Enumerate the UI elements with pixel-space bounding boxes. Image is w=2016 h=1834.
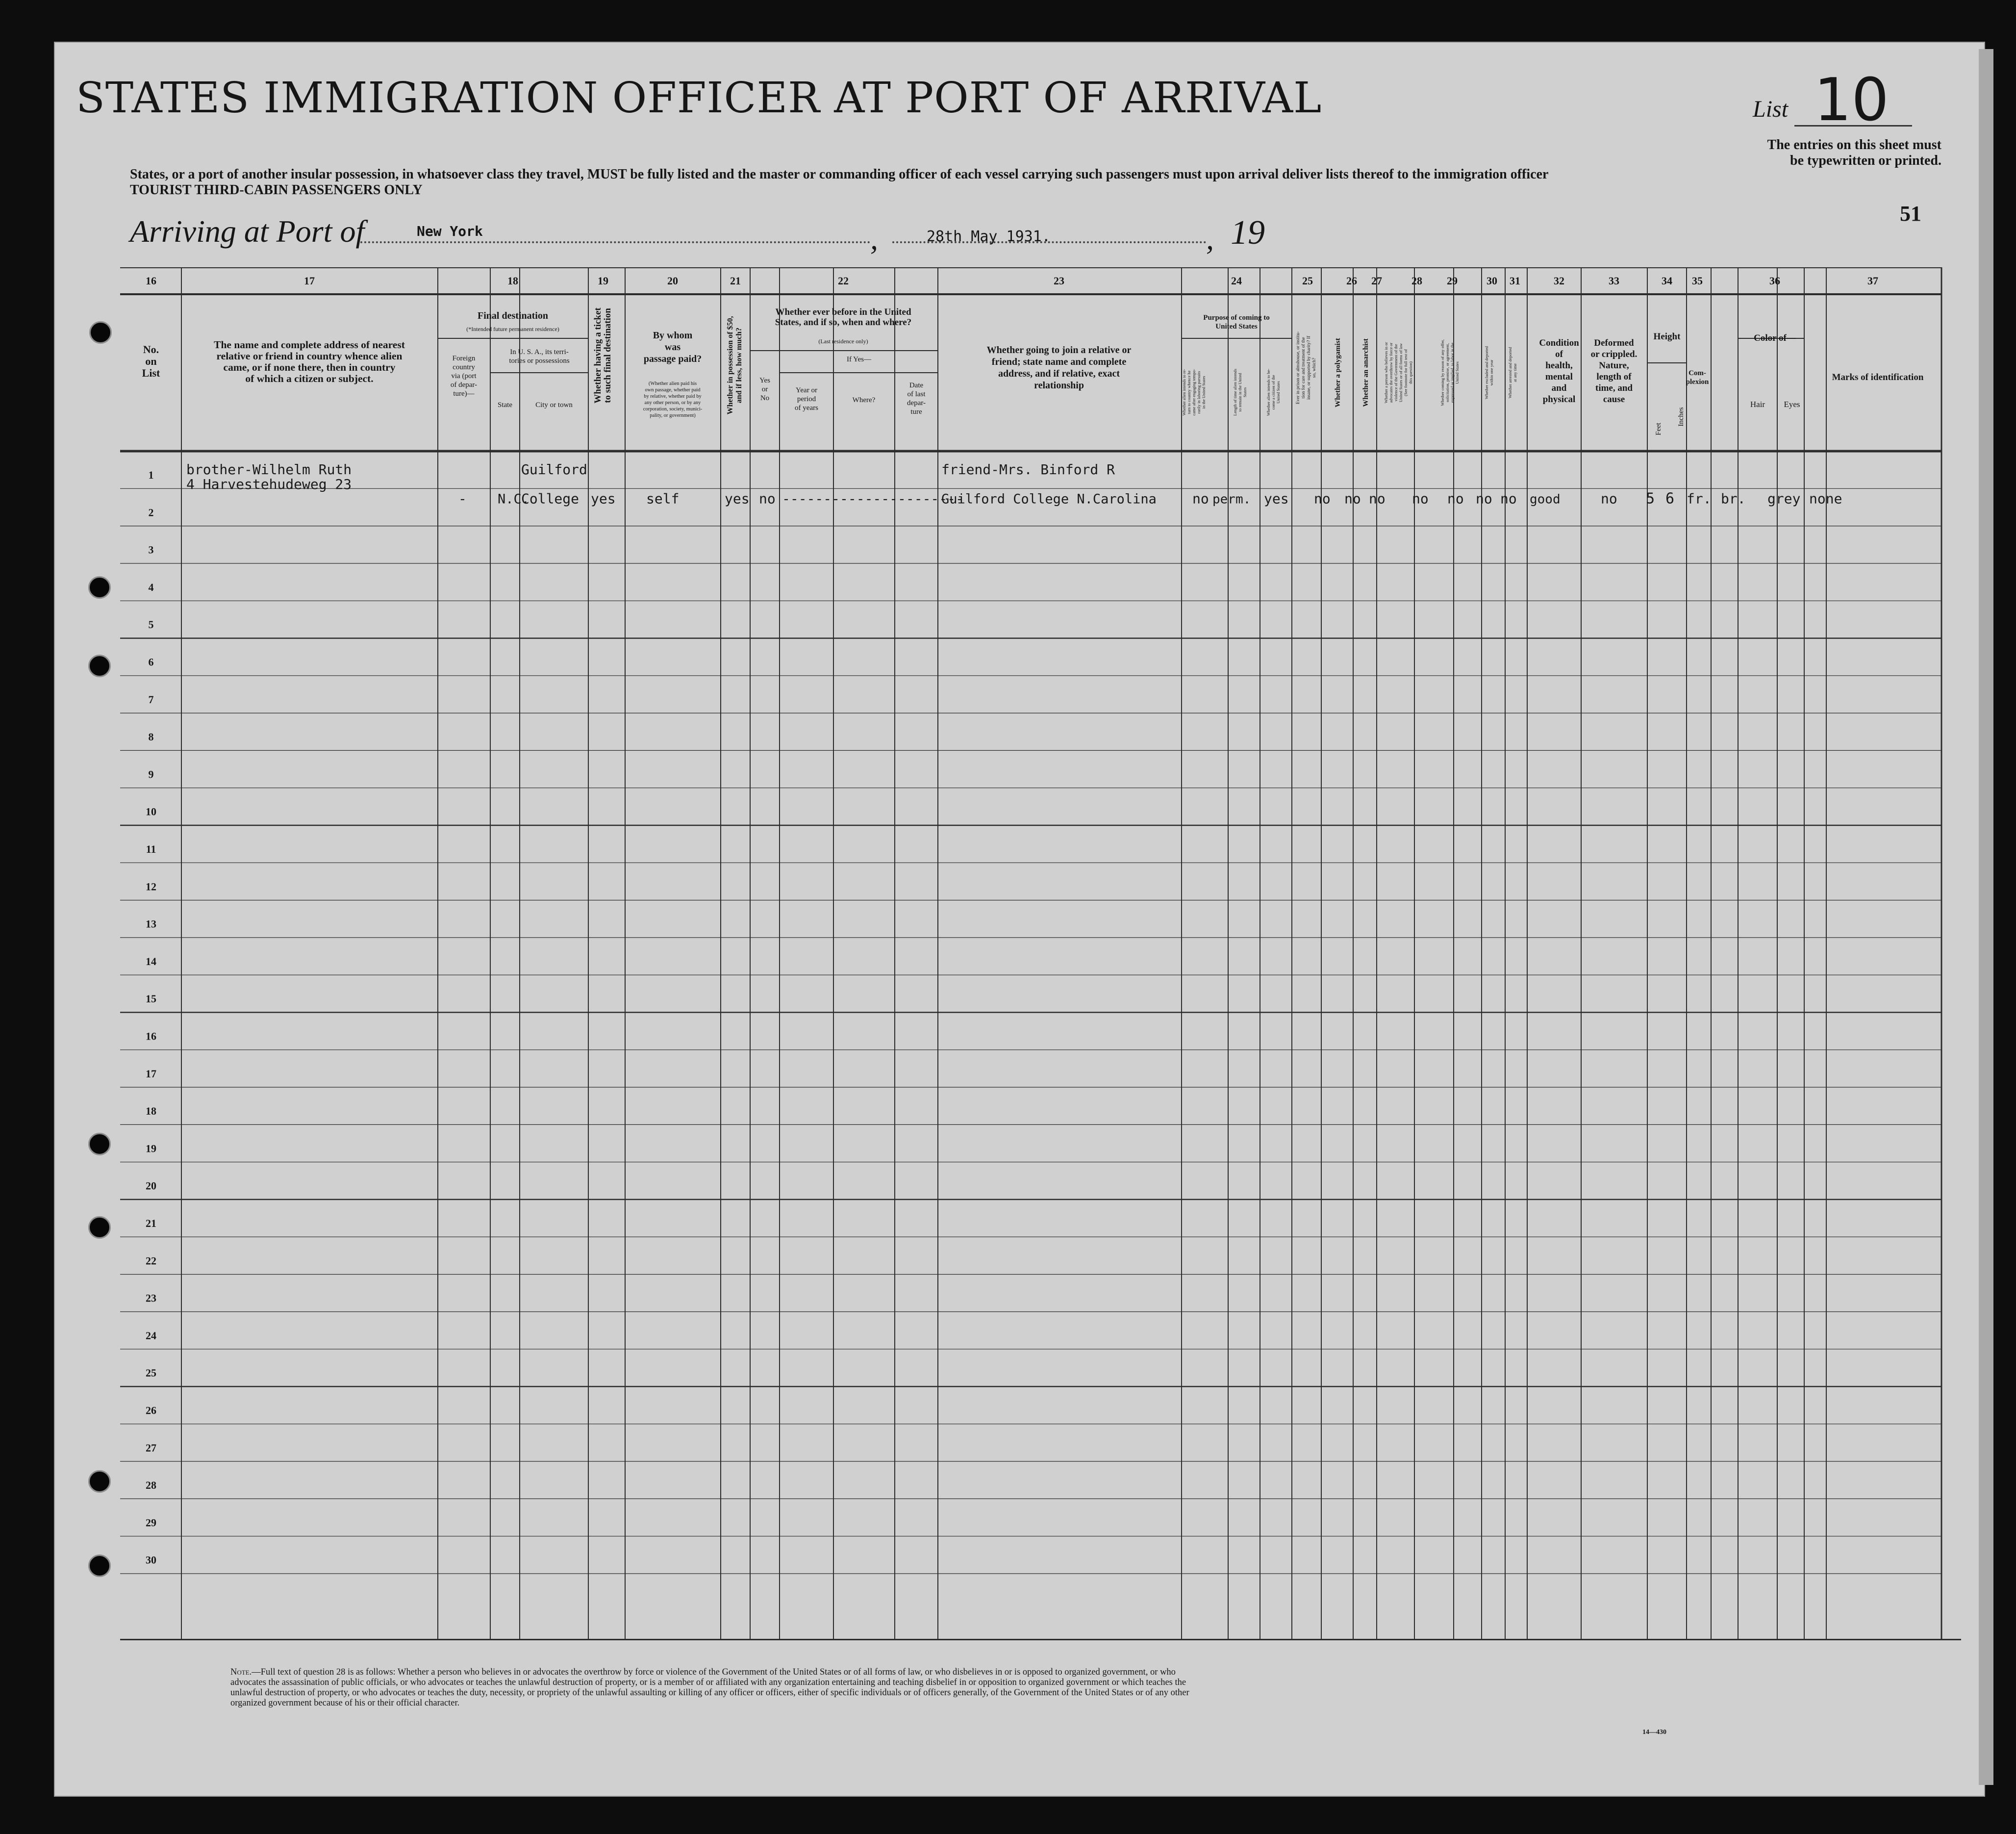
list-label: List: [1753, 96, 1789, 122]
row-number: 3: [148, 543, 154, 556]
footnote: [230, 1667, 1201, 1708]
row-number: 4: [148, 581, 154, 593]
row-number: 5: [148, 618, 154, 631]
entries-note-line-1: The entries on this sheet must: [1767, 137, 1941, 153]
entry-money: yes: [725, 490, 750, 507]
entry-state: N.C.: [498, 491, 530, 507]
entry-overthrow: no: [1412, 490, 1429, 507]
entries-note-line-2: be typewritten or printed.: [1790, 153, 1941, 168]
intro-text: States, or a port of another insular possession, in whatsoever class they travel, MUST be fully listed and the master or commanding officer of each vessel carrying such passengers must upon arrival deliver lists thereof to the immigration officer: [130, 167, 1549, 182]
header-purpose-citizen: Whether alien intends to be-: [1266, 368, 1271, 416]
header-purpose-return: came after engaging tempo-: [1191, 369, 1196, 416]
entry-deformed: no: [1601, 490, 1617, 507]
footnote-label: Note.: [230, 1667, 252, 1677]
row-number: 15: [146, 993, 156, 1005]
header-overthrow: (See footnote for full text of: [1403, 349, 1408, 396]
entry-joining-line1: friend-Mrs. Binford R: [941, 461, 1115, 478]
manifest-table: [120, 267, 1971, 1640]
header-year-period: of years: [795, 404, 818, 412]
entry-been-before: no: [759, 490, 776, 507]
comma: ,: [1206, 221, 1214, 256]
entry-foreign-country: -: [458, 490, 467, 507]
entry-citizen-intent: yes: [1264, 490, 1289, 507]
header-overthrow: violence of the Government of the: [1393, 344, 1398, 402]
entry-labor-offer: no: [1447, 490, 1464, 507]
header-prison: so, which?: [1312, 357, 1317, 378]
header-relative-address: came, or if none there, then in country: [223, 361, 396, 373]
header-inches: Inches: [1677, 407, 1685, 427]
column-number: 32: [1554, 275, 1564, 287]
header-joining: friend; state name and complete: [991, 357, 1127, 367]
header-health: health,: [1545, 360, 1573, 371]
port-dotted-line: [360, 241, 870, 243]
header-fifty-dollars: and if less, how much?: [735, 327, 743, 404]
header-final-destination: Final destination: [478, 310, 548, 321]
row-number: 11: [146, 843, 156, 855]
header-year-period: period: [797, 395, 816, 403]
header-relative-address: The name and complete address of nearest: [214, 339, 405, 351]
row-number: 17: [146, 1067, 156, 1080]
entry-relative-line1: brother-Wilhelm Ruth: [186, 461, 352, 478]
header-purpose-return: in the United States: [1201, 376, 1206, 409]
header-foreign-country: via (port: [451, 372, 477, 380]
header-excluded: within one year: [1489, 359, 1494, 386]
header-feet: Feet: [1655, 423, 1663, 435]
punch-hole: [88, 1216, 111, 1239]
header-final-destination-note: (*Intended future permanent residence): [466, 326, 559, 332]
column-number: 26: [1346, 275, 1357, 287]
header-purpose-return: rarily in laboring pursuits: [1196, 371, 1201, 414]
punch-hole: [88, 1470, 111, 1493]
header-overthrow: United States or of all forms of law: [1398, 343, 1403, 403]
header-deformed: or crippled.: [1590, 349, 1638, 359]
header-state: State: [498, 401, 512, 409]
entry-anarchist: no: [1369, 490, 1386, 507]
header-city: City or town: [535, 401, 573, 409]
header-purpose-length: States: [1242, 387, 1247, 398]
row-number: 29: [146, 1516, 156, 1529]
row-number: 14: [146, 955, 156, 968]
header-purpose-citizen: come a citizen of the: [1271, 375, 1276, 410]
header-arrested: at any time: [1512, 363, 1517, 382]
header-passage-paid-note: (Whether alien paid his: [648, 381, 697, 386]
column-number: 19: [598, 275, 608, 287]
column-number: 23: [1054, 275, 1064, 287]
header-date-last-departure: of last: [907, 390, 926, 398]
header-deformed: time, and: [1595, 383, 1633, 393]
header-date-last-departure: Date: [909, 382, 924, 389]
row-number: 19: [146, 1142, 156, 1155]
row-number: 12: [146, 880, 156, 893]
header-overthrow: this question): [1408, 361, 1413, 384]
header-in-usa: tories or possessions: [509, 357, 570, 365]
column-number: 25: [1302, 275, 1313, 287]
list-number: 10: [1814, 66, 1889, 134]
header-passage-paid: By whom: [653, 330, 693, 341]
column-number: 33: [1609, 275, 1619, 287]
entry-health: good: [1530, 492, 1561, 507]
column-number: 24: [1231, 275, 1242, 287]
entry-joining-line2: Guilford College N.Carolina: [941, 491, 1157, 507]
header-purpose-length: Length of time alien intends: [1233, 369, 1237, 416]
row-number: 13: [146, 917, 156, 930]
header-no-on-list: List: [142, 367, 160, 379]
header-purpose: Purpose of coming to: [1203, 314, 1270, 322]
header-relative-address: relative or friend in country whence alien: [216, 350, 403, 362]
entry-passage-paid-by: self: [646, 490, 680, 507]
header-passage-paid: passage paid?: [643, 354, 702, 364]
header-polygamist: Whether a polygamist: [1334, 338, 1342, 408]
column-number: 34: [1662, 275, 1672, 287]
header-ticket: to such final destination: [603, 308, 613, 403]
header-foreign-country: of depar-: [450, 381, 478, 389]
column-number: 37: [1867, 275, 1878, 287]
row-number: 27: [146, 1441, 156, 1454]
punch-hole: [88, 576, 111, 599]
entry-relative-line2: 4 Harvestehudeweg 23: [186, 476, 352, 492]
row-number: 25: [146, 1367, 156, 1379]
passenger-class: TOURIST THIRD-CABIN PASSENGERS ONLY: [130, 182, 423, 198]
row-number: 26: [146, 1404, 156, 1417]
entry-inches: 6: [1665, 490, 1675, 508]
row-number: 28: [146, 1479, 156, 1492]
column-number: 29: [1447, 275, 1458, 287]
arrival-port: New York: [417, 223, 483, 239]
entry-prison: no: [1314, 490, 1331, 507]
punch-hole: [89, 321, 112, 344]
header-date-last-departure: depar-: [907, 399, 926, 407]
header-purpose-return: Whether alien intends to re-: [1182, 369, 1186, 416]
entry-dashes: ----------------------: [782, 490, 964, 507]
row-number: 8: [148, 731, 154, 743]
entries-note: [1667, 137, 1941, 169]
page-title: STATES IMMIGRATION OFFICER AT PORT OF ARRIVAL: [76, 74, 1322, 123]
header-complexion: Com-: [1688, 369, 1706, 377]
row-number: 16: [146, 1030, 156, 1043]
column-number: 16: [146, 275, 156, 287]
entry-arrested: no: [1500, 490, 1517, 507]
header-health: mental: [1545, 372, 1573, 382]
list-underline: [1794, 125, 1912, 127]
header-in-usa: In U. S. A., its terri-: [510, 348, 569, 356]
header-prison: tion for care and treatment of the: [1301, 337, 1306, 399]
header-labor-offer: expressed or implied, to labor in the: [1450, 342, 1455, 403]
header-joining: relationship: [1034, 380, 1084, 391]
row-number: 30: [146, 1554, 156, 1566]
header-passage-paid: was: [664, 342, 681, 353]
year-prefix: 19: [1231, 214, 1265, 252]
entry-hair: br.: [1721, 490, 1746, 507]
form-code: 14—430: [1642, 1729, 1666, 1736]
header-anarchist: Whether an anarchist: [1362, 338, 1370, 407]
header-labor-offer: United States: [1455, 361, 1460, 384]
header-health: of: [1555, 349, 1563, 359]
entry-feet: 5: [1646, 490, 1655, 508]
row-number: 20: [146, 1179, 156, 1192]
header-year-period: Year or: [796, 386, 817, 394]
header-relative-address: of which a citizen or subject.: [245, 373, 374, 384]
column-number: 30: [1487, 275, 1497, 287]
header-foreign-country: Foreign: [452, 355, 476, 362]
header-deformed: Deformed: [1594, 338, 1634, 348]
header-complexion: plexion: [1686, 378, 1709, 386]
header-health: and: [1551, 383, 1567, 393]
header-foreign-country: ture)—: [453, 390, 475, 398]
header-ticket: Whether having a ticket: [593, 307, 603, 404]
column-number: 18: [507, 275, 518, 287]
header-date-last-departure: ture: [910, 408, 922, 416]
header-no-on-list: No.: [143, 343, 159, 356]
row-number: 10: [146, 805, 156, 818]
entry-return-intent: no: [1192, 490, 1209, 507]
header-passage-paid-note: own passage, whether paid: [645, 387, 701, 393]
header-purpose: United States: [1215, 323, 1258, 331]
header-overthrow: Whether a person who believes in or: [1384, 342, 1388, 404]
header-joining: Whether going to join a relative or: [986, 345, 1132, 356]
header-deformed: cause: [1603, 394, 1625, 405]
header-no-on-list: on: [145, 355, 157, 367]
column-number: 22: [838, 275, 849, 287]
header-fifty-dollars: Whether in possession of $50,: [726, 316, 734, 415]
row-number: 2: [148, 506, 154, 519]
header-height: Height: [1653, 331, 1681, 342]
column-number: 35: [1692, 275, 1703, 287]
arriving-label: Arriving at Port of: [130, 214, 365, 249]
header-purpose-return: turn to country whence he: [1186, 370, 1191, 414]
header-foreign-country: country: [453, 363, 475, 371]
entry-ticket: yes: [591, 490, 616, 507]
header-prison: insane, or supported by charity? If: [1307, 335, 1311, 400]
header-purpose-citizen: United States: [1276, 381, 1281, 404]
row-number: 7: [148, 693, 154, 706]
header-color-of: Color of—: [1754, 333, 1796, 343]
entry-complexion: fr.: [1687, 490, 1712, 507]
entry-length-of-stay: perm.: [1212, 492, 1251, 507]
header-marks: Marks of identification: [1832, 372, 1924, 382]
header-prison: Ever in prison or almshouse, or institu-: [1296, 331, 1301, 405]
sheet-edge: [1979, 49, 1993, 1785]
header-overthrow: advocates the overthrow by force or: [1388, 342, 1393, 403]
header-ever-before: Whether ever before in the United: [775, 307, 911, 317]
column-number: 17: [304, 275, 315, 287]
header-yes-or-no: or: [761, 385, 768, 393]
header-ever-before-note: (Last residence only): [818, 338, 868, 345]
header-yes-or-no: Yes: [759, 377, 770, 384]
row-number: 22: [146, 1254, 156, 1267]
entry-city-line2: College: [521, 490, 580, 507]
column-number: 31: [1510, 275, 1520, 287]
header-excluded: Whether excluded and deported: [1484, 346, 1489, 400]
column-number: 27: [1371, 275, 1382, 287]
row-number: 21: [146, 1217, 156, 1229]
entry-city-line1: Guilford: [521, 461, 587, 478]
header-eyes: Eyes: [1784, 400, 1800, 409]
header-purpose-length: to remain in the United: [1237, 373, 1242, 412]
header-deformed: length of: [1596, 372, 1632, 382]
punch-hole: [88, 1133, 111, 1155]
header-joining: address, and if relative, exact: [998, 368, 1120, 379]
header-ever-before: States, and if so, when and where?: [775, 317, 912, 328]
header-health: Condition: [1539, 338, 1579, 348]
header-labor-offer: Whether coming by reason of any offer,: [1440, 339, 1445, 406]
row-number: 6: [148, 656, 154, 668]
header-health: physical: [1542, 394, 1576, 405]
header-hair: Hair: [1750, 400, 1765, 409]
entry-eyes: grey: [1767, 490, 1801, 507]
row-number: 18: [146, 1105, 156, 1118]
header-where: Where?: [852, 396, 876, 404]
header-passage-paid-note: any other person, or by any: [644, 400, 701, 406]
punch-hole: [88, 655, 111, 677]
header-passage-paid-note: pality, or government): [650, 413, 696, 418]
footnote-text: —Full text of question 28 is as follows: Whether a person who believes in or advocates the overthrow by force or violence of the Government of the United States or of all forms of law, or who disbelieves in or is opposed to organized government, or who advocates the assassination of public officials, or who advocates or teaches the unlawful destruction of property, or is a member of or affiliated with any organization entertaining and teaching disbelief in or opposition to organized government or which teaches the unlawful destruction of property, or who advocates or teaches the duty, necessity, or propriety of the unlawful assaulting or killing of any officer or officers, either of specific individuals or of officers generally, of the Government of the United States or of any other organized government because of his or their official character.: [230, 1667, 1189, 1708]
entry-polygamist: no: [1344, 490, 1361, 507]
header-labor-offer: solicitation, promise, or agreement,: [1445, 343, 1450, 403]
comma: ,: [870, 221, 878, 256]
header-deformed: Nature,: [1599, 360, 1629, 371]
header-passage-paid-note: corporation, society, munici-: [643, 407, 703, 412]
arrival-date: 28th May 1931.: [927, 228, 1051, 245]
punch-hole: [88, 1554, 111, 1577]
row-number: 1: [148, 469, 154, 481]
header-passage-paid-note: by relative, whether paid by: [644, 394, 702, 399]
row-number: 9: [148, 768, 154, 781]
header-if-yes: If Yes—: [846, 356, 872, 363]
header-arrested: Whether arrested and deported: [1508, 347, 1512, 399]
row-number: 23: [146, 1292, 156, 1304]
entry-marks: none: [1809, 490, 1842, 507]
column-number: 20: [667, 275, 678, 287]
column-number: 36: [1769, 275, 1780, 287]
header-yes-or-no: No: [760, 394, 770, 402]
row-number: 24: [146, 1329, 156, 1342]
column-number: 21: [730, 275, 741, 287]
column-number: 28: [1411, 275, 1422, 287]
entry-excluded: no: [1476, 490, 1492, 507]
sheet-number: 51: [1900, 202, 1921, 226]
